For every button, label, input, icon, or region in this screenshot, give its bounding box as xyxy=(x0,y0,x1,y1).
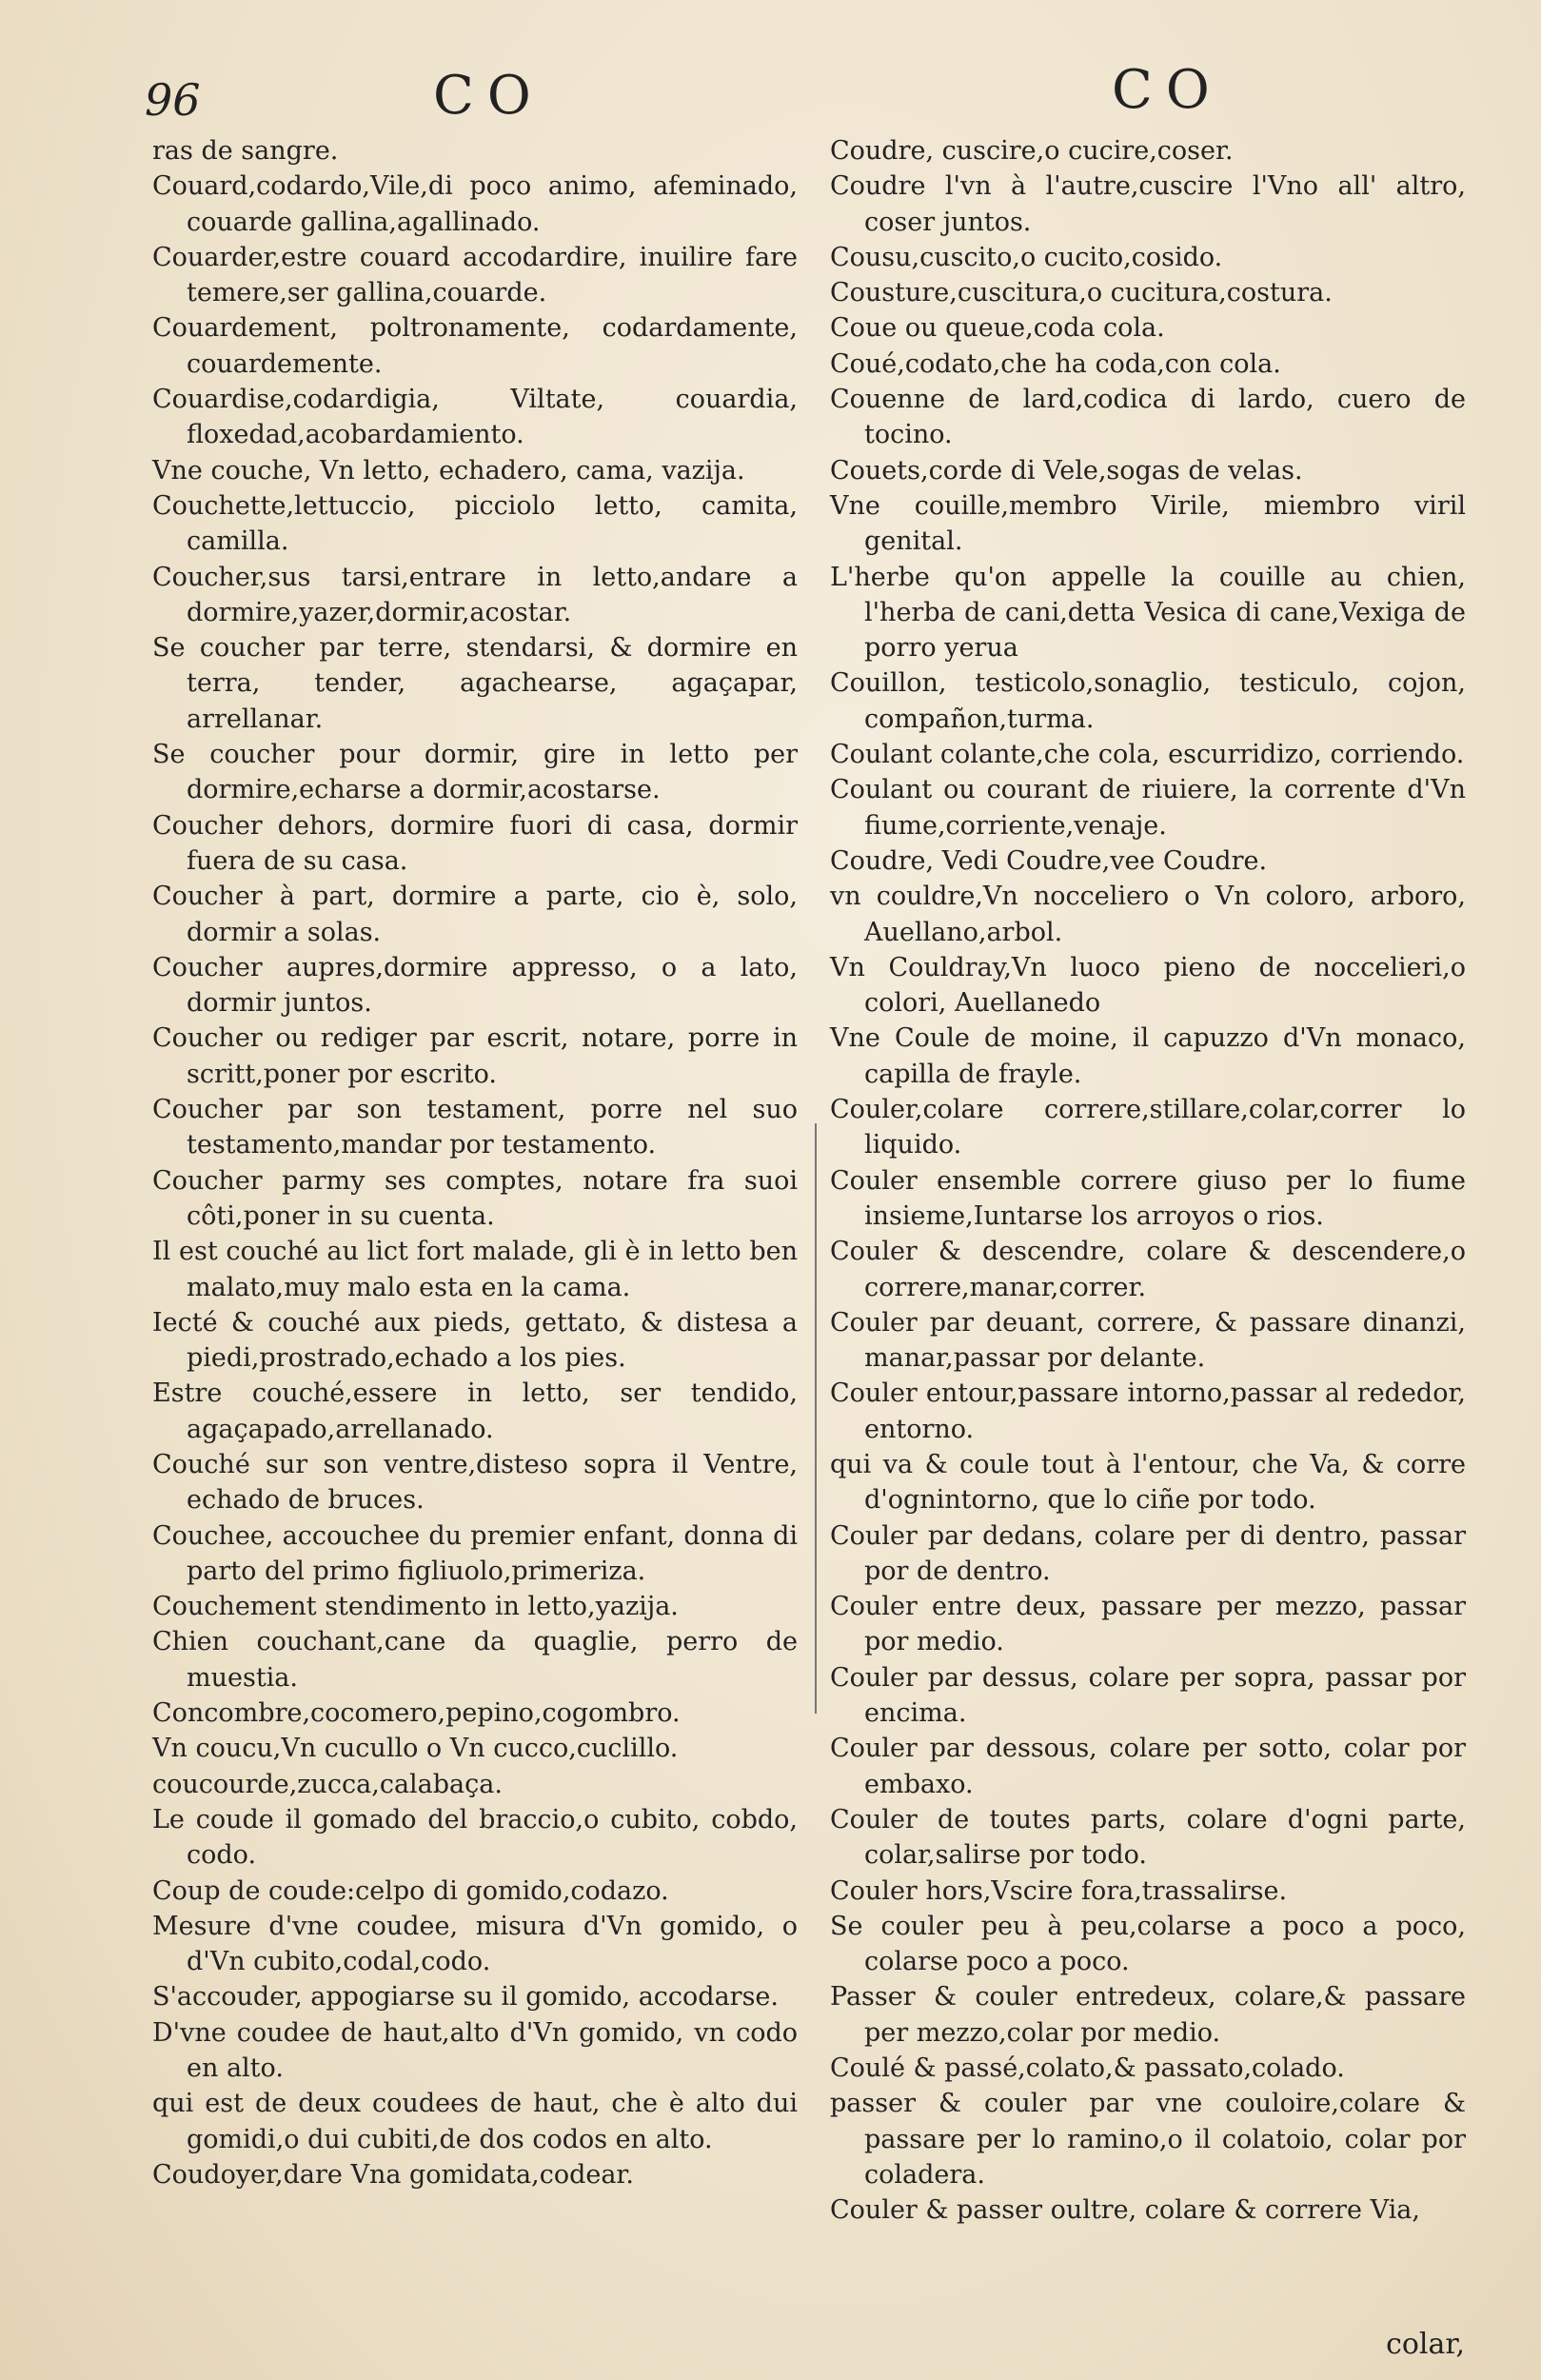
dictionary-entry: Mesure d'vne coudee, misura d'Vn gomido, o d'Vn cubito,codal,codo. xyxy=(152,1911,798,1977)
dictionary-entry: D'vne coudee de haut,alto d'Vn gomido, vn codo en alto. xyxy=(152,2017,798,2084)
right-running-head: CO xyxy=(1112,59,1223,121)
dictionary-entry: Couchee, accouchee du premier enfant, donna di parto del primo figliuolo,primeriza. xyxy=(152,1520,798,1586)
dictionary-entry: Coucher parmy ses comptes, notare fra suoi côti,poner in su cuenta. xyxy=(152,1165,798,1231)
dictionary-entry: vn couldre,Vn nocceliero o Vn coloro, arboro, Auellano,arbol. xyxy=(830,882,1466,947)
dictionary-entry: Coucher ou rediger par escrit, notare, porre in scritt,poner por escrito. xyxy=(152,1023,798,1089)
dictionary-entry: Coucher dehors, dormire fuori di casa, dormir fuera de su casa. xyxy=(152,810,798,876)
dictionary-entry: Coué,codato,che ha coda,con cola. xyxy=(830,348,1281,379)
dictionary-entry: Coue ou queue,coda cola. xyxy=(830,313,1165,344)
right-column xyxy=(830,133,1466,2229)
dictionary-entry: Se couler peu à peu,colarse a poco a poco, colarse poco a poco. xyxy=(830,1911,1466,1977)
dictionary-entry: Couler par dessous, colare per sotto, colar por embaxo. xyxy=(830,1734,1466,1799)
dictionary-entry: qui est de deux coudees de haut, che è alto dui gomidi,o dui cubiti,de dos codos en alto. xyxy=(152,2089,798,2154)
dictionary-entry: Couardement, poltronamente, codardamente, couardemente. xyxy=(152,313,798,379)
dictionary-entry: Couler entre deux, passare per mezzo, passar por medio. xyxy=(830,1592,1466,1657)
dictionary-entry: Couler par dedans, colare per di dentro, passar por de dentro. xyxy=(830,1520,1466,1586)
dictionary-entry: Couler ensemble correre giuso per lo fiume insieme,Iuntarse los arroyos o rios. xyxy=(830,1165,1466,1231)
dictionary-entry: Couler par deuant, correre, & passare dinanzi, manar,passar por delante. xyxy=(830,1307,1466,1374)
dictionary-entry: Coulant colante,che cola, escurridizo, corriendo. xyxy=(830,740,1465,770)
dictionary-entry: Il est couché au lict fort malade, gli è in letto ben malato,muy malo esta en la cama. xyxy=(152,1237,798,1302)
dictionary-entry: Couillon, testicolo,sonaglio, testiculo, cojon, compañon,turma. xyxy=(830,668,1466,734)
dictionary-entry: Coucher aupres,dormire appresso, o a lato, dormir juntos. xyxy=(152,952,798,1019)
dictionary-entry: coucourde,zucca,calabaça. xyxy=(152,1769,503,1799)
dictionary-entry: ras de sangre. xyxy=(152,136,339,166)
dictionary-entry: Coudre, cuscire,o cucire,coser. xyxy=(830,136,1234,166)
column-rule xyxy=(815,1123,817,1714)
dictionary-entry: Coucher,sus tarsi,entrare in letto,andare a dormire,yazer,dormir,acostar. xyxy=(152,562,798,627)
dictionary-entry: Couler entour,passare intorno,passar al rededor, entorno. xyxy=(830,1378,1466,1444)
dictionary-entry: Chien couchant,cane da quaglie, perro de muestia. xyxy=(152,1627,798,1693)
dictionary-entry: Vne couche, Vn letto, echadero, cama, vazija. xyxy=(152,455,745,486)
dictionary-entry: Couchette,lettuccio, picciolo letto, camita, camilla. xyxy=(152,490,798,557)
dictionary-entry: Le coude il gomado del braccio,o cubito, cobdo, codo. xyxy=(152,1804,798,1871)
dictionary-entry: Couler de toutes parts, colare d'ogni parte, colar,salirse por todo. xyxy=(830,1804,1466,1871)
dictionary-entry: Coup de coude:celpo di gomido,codazo. xyxy=(152,1875,669,1906)
dictionary-entry: Cousu,cuscito,o cucito,cosido. xyxy=(830,242,1223,272)
dictionary-entry: qui va & coule tout à l'entour, che Va, & corre d'ognintorno, que lo ciñe por todo. xyxy=(830,1449,1466,1516)
dictionary-entry: Couenne de lard,codica di lardo, cuero de tocino. xyxy=(830,385,1466,450)
dictionary-entry: L'herbe qu'on appelle la couille au chien, l'herba de cani,detta Vesica di cane,Vexiga de porro yerua xyxy=(830,562,1466,664)
dictionary-entry: Couets,corde di Vele,sogas de velas. xyxy=(830,455,1303,486)
dictionary-entry: Se coucher par terre, stendarsi, & dormire en terra, tender, agachearse, agaçapar, arrellanar. xyxy=(152,633,798,734)
dictionary-entry: Couler hors,Vscire fora,trassalirse. xyxy=(830,1875,1288,1906)
dictionary-entry: Couler par dessus, colare per sopra, passar por encima. xyxy=(830,1662,1466,1729)
dictionary-entry: Vn Couldray,Vn luoco pieno de noccelieri,o colori, Auellanedo xyxy=(830,952,1466,1019)
dictionary-entry: Coudoyer,dare Vna gomidata,codear. xyxy=(152,2159,634,2190)
dictionary-entry: Couler & descendre, colare & descendere,o correre,manar,correr. xyxy=(830,1237,1466,1302)
dictionary-entry: Vne Coule de moine, il capuzzo d'Vn monaco, capilla de frayle. xyxy=(830,1023,1466,1089)
dictionary-entry: Estre couché,essere in letto, ser tendido, agaçapado,arrellanado. xyxy=(152,1378,798,1444)
dictionary-entry: Vn coucu,Vn cucullo o Vn cucco,cuclillo. xyxy=(152,1734,679,1764)
dictionary-entry: Couardise,codardigia, Viltate, couardia, floxedad,acobardamiento. xyxy=(152,385,798,450)
dictionary-entry: Coucher par son testament, porre nel suo testamento,mandar por testamento. xyxy=(152,1095,798,1160)
catchword: colar, xyxy=(1386,2328,1465,2361)
left-running-head: CO xyxy=(433,65,544,127)
dictionary-entry: Couard,codardo,Vile,di poco animo, afeminado, couarde gallina,agallinado. xyxy=(152,171,798,237)
dictionary-entry: Coudre l'vn à l'autre,cuscire l'Vno all' altro, coser juntos. xyxy=(830,171,1466,237)
left-column xyxy=(152,133,798,2192)
dictionary-entry: S'accouder, appogiarse su il gomido, accodarse. xyxy=(152,1982,779,2013)
dictionary-entry: Coulé & passé,colato,& passato,colado. xyxy=(830,2053,1345,2084)
dictionary-entry: Concombre,cocomero,pepino,cogombro. xyxy=(152,1698,681,1729)
dictionary-entry: Couchement stendimento in letto,yazija. xyxy=(152,1592,679,1622)
dictionary-entry: Couler & passer oultre, colare & correre Via, xyxy=(830,2195,1420,2226)
dictionary-entry: Vne couille,membro Virile, miembro viril genital. xyxy=(830,490,1466,557)
page-number: 96 xyxy=(145,74,201,126)
dictionary-entry: Se coucher pour dormir, gire in letto per dormire,echarse a dormir,acostarse. xyxy=(152,740,798,805)
dictionary-entry: passer & couler par vne couloire,colare & passare per lo ramino,o il colatoio, colar por coladera. xyxy=(830,2089,1466,2190)
dictionary-entry: Coucher à part, dormire a parte, cio è, solo, dormir a solas. xyxy=(152,882,798,947)
dictionary-entry: Passer & couler entredeux, colare,& passare per mezzo,colar por medio. xyxy=(830,1982,1466,2048)
dictionary-entry: Cousture,cuscitura,o cucitura,costura. xyxy=(830,278,1333,308)
dictionary-entry: Coulant ou courant de riuiere, la corrente d'Vn fiume,corriente,venaje. xyxy=(830,775,1466,841)
dictionary-entry: Coudre, Vedi Coudre,vee Coudre. xyxy=(830,845,1268,876)
dictionary-entry: Couché sur son ventre,disteso sopra il Ventre, echado de bruces. xyxy=(152,1449,798,1516)
dictionary-entry: Couarder,estre couard accodardire, inuilire fare temere,ser gallina,couarde. xyxy=(152,242,798,308)
dictionary-entry: Iecté & couché aux pieds, gettato, & distesa a piedi,prostrado,echado a los pies. xyxy=(152,1307,798,1374)
dictionary-entry: Couler,colare correre,stillare,colar,correr lo liquido. xyxy=(830,1095,1466,1160)
